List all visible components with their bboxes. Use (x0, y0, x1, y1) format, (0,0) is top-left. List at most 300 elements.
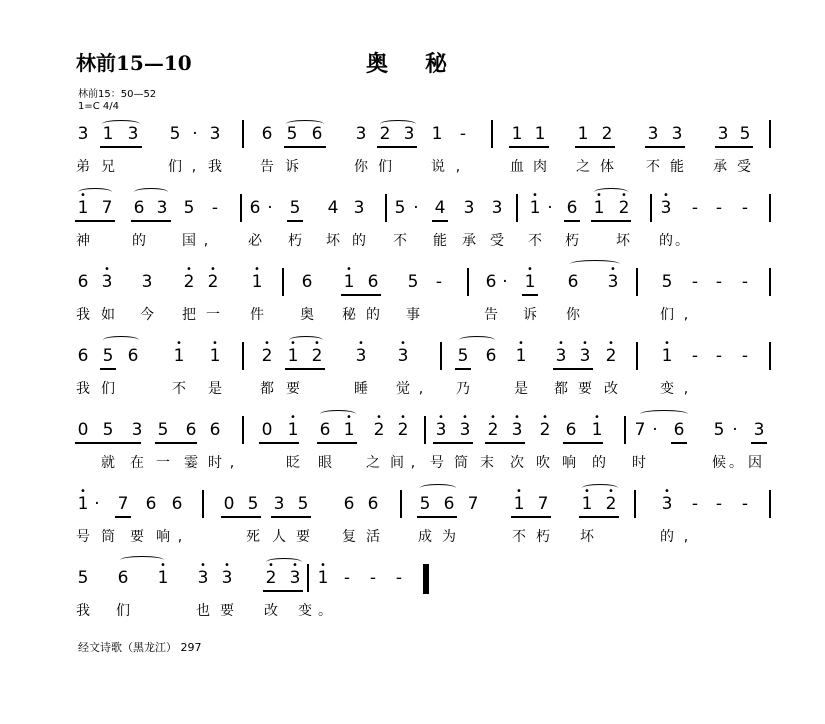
high-octave-dot: • (186, 264, 192, 275)
lyric-char: 时 (632, 455, 646, 471)
note: 1 (287, 420, 299, 440)
beam-underline (509, 146, 549, 148)
note: 1 (77, 494, 89, 514)
note: 3 (671, 124, 683, 144)
note: 1 (77, 198, 89, 218)
note: 1 (591, 420, 603, 440)
high-octave-dot: • (542, 412, 548, 423)
notation-row (0, 192, 825, 232)
lyric-char: 不 (172, 381, 186, 397)
lyric-char: , (229, 455, 235, 471)
music-system-1 (0, 118, 825, 188)
lyric-char: 要 (130, 529, 144, 545)
lyric-char: 告 (484, 307, 498, 323)
source-book: 经文诗歌（黑龙江） (78, 641, 177, 654)
note: 5 (407, 272, 419, 292)
note: 1 (317, 568, 329, 588)
music-system-4 (0, 340, 825, 410)
high-octave-dot: • (594, 412, 600, 423)
note: 6 (77, 346, 89, 366)
dot-mark: · (652, 420, 658, 440)
note: 3 (717, 124, 729, 144)
note: 1 (157, 568, 169, 588)
slur-mark (570, 260, 620, 268)
lyric-char: 眨 (286, 455, 300, 471)
note: 7 (101, 198, 113, 218)
final-barline (423, 564, 429, 594)
dot-mark: · (732, 420, 738, 440)
beam-underline (417, 516, 457, 518)
slur-mark (459, 336, 495, 344)
barline (624, 416, 626, 444)
note: 1 (524, 272, 536, 292)
lyric-char: 的 (132, 233, 146, 249)
note: 2 (487, 420, 499, 440)
slur-mark (420, 484, 456, 492)
lyric-char: 之 (366, 455, 380, 471)
note: - (369, 568, 377, 588)
lyric-char: 诉 (523, 307, 537, 323)
lyrics-row (0, 230, 825, 254)
lyric-char: 朽 (536, 529, 550, 545)
note: 0 (77, 420, 89, 440)
high-octave-dot: • (438, 412, 444, 423)
note: - (691, 494, 699, 514)
beam-underline (221, 516, 261, 518)
lyric-char: 说 (431, 159, 445, 175)
lyric-char: 变 (298, 603, 312, 619)
beam-underline (317, 442, 357, 444)
note: 3 (463, 198, 475, 218)
barline (385, 194, 387, 222)
high-octave-dot: • (176, 338, 182, 349)
high-octave-dot: • (224, 560, 230, 571)
lyric-char: 是 (514, 381, 528, 397)
lyric-char: 不 (393, 233, 407, 249)
beam-underline (131, 220, 171, 222)
lyric-char: 必 (248, 233, 262, 249)
note: 5 (457, 346, 469, 366)
barline (491, 120, 493, 148)
lyric-char: 的 (352, 233, 366, 249)
lyric-char: 们 (660, 307, 674, 323)
note: - (691, 272, 699, 292)
lyric-char: 能 (670, 159, 684, 175)
note: 5 (247, 494, 259, 514)
dot-mark: · (547, 198, 553, 218)
note: 6 (185, 420, 197, 440)
beam-underline (563, 442, 603, 444)
high-octave-dot: • (582, 338, 588, 349)
note: 3 (221, 568, 233, 588)
lyric-char: 我 (76, 603, 90, 619)
note: - (741, 198, 749, 218)
note: - (211, 198, 219, 218)
high-octave-dot: • (254, 264, 260, 275)
note: 3 (397, 346, 409, 366)
lyric-char: 筒 (454, 455, 468, 471)
note: - (715, 494, 723, 514)
note: 3 (491, 198, 503, 218)
lyric-char: 我 (76, 381, 90, 397)
lyric-char: 要 (296, 529, 310, 545)
note: 6 (127, 346, 139, 366)
lyric-char: 候 (712, 455, 726, 471)
note: 3 (607, 272, 619, 292)
barline (282, 268, 284, 296)
beam-underline (511, 516, 551, 518)
note: 6 (261, 124, 273, 144)
music-system-3 (0, 266, 825, 336)
beam-underline (575, 146, 615, 148)
note: 3 (660, 198, 672, 218)
dot-mark: · (94, 494, 100, 514)
lyric-char: , (683, 381, 689, 397)
lyric-char: 在 (130, 455, 144, 471)
note: 7 (117, 494, 129, 514)
lyric-char: 坏 (326, 233, 340, 249)
lyric-char: 号 (430, 455, 444, 471)
note: - (459, 124, 467, 144)
beam-underline (433, 442, 473, 444)
note: 3 (101, 272, 113, 292)
lyric-char: , (683, 529, 689, 545)
beam-underline (591, 220, 631, 222)
note: 2 (207, 272, 219, 292)
note: 5 (394, 198, 406, 218)
high-octave-dot: • (584, 486, 590, 497)
lyric-char: 成 (418, 529, 432, 545)
note: 7 (467, 494, 479, 514)
note: 3 (77, 124, 89, 144)
note: - (691, 346, 699, 366)
lyric-char: 件 (250, 307, 264, 323)
note: 3 (209, 124, 221, 144)
lyric-char: 变 (660, 381, 674, 397)
slur-mark (380, 120, 416, 128)
note: 1 (343, 420, 355, 440)
note: 6 (117, 568, 129, 588)
note: 6 (673, 420, 685, 440)
lyric-char: 的 (366, 307, 380, 323)
lyric-char: 奥 (300, 307, 314, 323)
lyric-char: 末 (480, 455, 494, 471)
high-octave-dot: • (527, 264, 533, 275)
high-octave-dot: • (608, 338, 614, 349)
lyric-char: 不 (528, 233, 542, 249)
note: 1 (173, 346, 185, 366)
lyric-char: 活 (366, 529, 380, 545)
note: 0 (223, 494, 235, 514)
note: 6 (301, 272, 313, 292)
lyric-char: 诉 (285, 159, 299, 175)
song-title-char-2: 秘 (425, 51, 448, 77)
notation-row (0, 266, 825, 306)
lyric-char: 要 (220, 603, 234, 619)
key-time-signature: 1=C 4/4 (78, 101, 119, 112)
beam-underline (485, 442, 525, 444)
lyric-char: 我 (208, 159, 222, 175)
note: 5 (661, 272, 673, 292)
lyric-char: 肉 (533, 159, 547, 175)
lyric-char: 眼 (318, 455, 332, 471)
note: 2 (373, 420, 385, 440)
note: 1 (529, 198, 541, 218)
music-system-7 (0, 562, 825, 632)
beam-underline (100, 368, 116, 370)
note: 1 (431, 124, 443, 144)
beam-underline (341, 294, 381, 296)
lyric-char: 是 (208, 381, 222, 397)
beam-underline (645, 146, 685, 148)
note: 5 (286, 124, 298, 144)
barline (307, 564, 309, 592)
note: 3 (273, 494, 285, 514)
high-octave-dot: • (532, 190, 538, 201)
notation-row (0, 340, 825, 380)
lyric-char: 改 (264, 603, 278, 619)
note: - (741, 494, 749, 514)
note: 6 (485, 272, 497, 292)
note: - (715, 272, 723, 292)
dot-mark: · (192, 124, 198, 144)
lyric-char: 的 (592, 455, 606, 471)
notation-row (0, 488, 825, 528)
slur-mark (582, 484, 618, 492)
note: - (435, 272, 443, 292)
lyric-char: 们 (378, 159, 392, 175)
note: 1 (343, 272, 355, 292)
lyric-char: , (455, 159, 461, 175)
music-system-5 (0, 414, 825, 484)
note: 1 (577, 124, 589, 144)
lyric-char: 你 (566, 307, 580, 323)
high-octave-dot: • (400, 338, 406, 349)
music-system-2 (0, 192, 825, 262)
notation-row (0, 118, 825, 158)
note: 0 (261, 420, 273, 440)
lyric-char: 朽 (565, 233, 579, 249)
high-octave-dot: • (663, 190, 669, 201)
lyric-char: 乃 (456, 381, 470, 397)
slur-mark (103, 336, 139, 344)
note: 6 (566, 198, 578, 218)
note: 7 (634, 420, 646, 440)
note: 6 (319, 420, 331, 440)
lyric-char: , (418, 381, 424, 397)
note: 1 (251, 272, 263, 292)
note: 3 (459, 420, 471, 440)
note: 6 (343, 494, 355, 514)
song-number: 林前15—10 (76, 51, 192, 75)
barline (634, 490, 636, 518)
note: 5 (739, 124, 751, 144)
lyric-char: 不 (646, 159, 660, 175)
high-octave-dot: • (514, 412, 520, 423)
dot-mark: · (267, 198, 273, 218)
note: 6 (311, 124, 323, 144)
high-octave-dot: • (346, 412, 352, 423)
barline (440, 342, 442, 370)
beam-underline (263, 590, 303, 592)
lyric-char: , (177, 529, 183, 545)
slur-mark (289, 336, 323, 344)
lyric-char: 人 (272, 529, 286, 545)
notation-row (0, 562, 825, 602)
slur-mark (640, 410, 688, 418)
beam-underline (271, 516, 311, 518)
high-octave-dot: • (376, 412, 382, 423)
note: 6 (209, 420, 221, 440)
lyric-char: 号 (76, 529, 90, 545)
lyric-char: 复 (342, 529, 356, 545)
note: 5 (169, 124, 181, 144)
lyric-char: 要 (286, 381, 300, 397)
high-octave-dot: • (596, 190, 602, 201)
barline (242, 342, 244, 370)
note: 2 (601, 124, 613, 144)
high-octave-dot: • (264, 338, 270, 349)
barline (769, 268, 771, 296)
note: 6 (77, 272, 89, 292)
note: 6 (133, 198, 145, 218)
lyric-char: 也 (196, 603, 210, 619)
note: 3 (197, 568, 209, 588)
note: 2 (261, 346, 273, 366)
note: 3 (289, 568, 301, 588)
lyric-char: 国 (182, 233, 196, 249)
high-octave-dot: • (518, 338, 524, 349)
note: 3 (127, 124, 139, 144)
note: 1 (209, 346, 221, 366)
note: 3 (156, 198, 168, 218)
note: 1 (661, 346, 673, 366)
note: 1 (511, 124, 523, 144)
lyric-char: 的 (659, 233, 673, 249)
beam-underline (259, 442, 299, 444)
slur-mark (134, 188, 168, 196)
note: 4 (434, 198, 446, 218)
high-octave-dot: • (558, 338, 564, 349)
high-octave-dot: • (462, 412, 468, 423)
note: 3 (353, 198, 365, 218)
note: - (395, 568, 403, 588)
lyric-char: 就 (101, 455, 115, 471)
high-octave-dot: • (610, 264, 616, 275)
lyrics-row (0, 156, 825, 180)
lyric-char: 神 (76, 233, 90, 249)
barline (769, 342, 771, 370)
note: 3 (131, 420, 143, 440)
lyric-char: 今 (140, 307, 154, 323)
high-octave-dot: • (516, 486, 522, 497)
note: 6 (565, 420, 577, 440)
high-octave-dot: • (608, 486, 614, 497)
scripture-reference: 林前15：50—52 (78, 89, 157, 100)
lyrics-row (0, 378, 825, 402)
lyric-char: 睡 (354, 381, 368, 397)
high-octave-dot: • (320, 560, 326, 571)
lyric-char: 因 (748, 455, 762, 471)
high-octave-dot: • (490, 412, 496, 423)
note: 6 (485, 346, 497, 366)
lyric-char: 不 (512, 529, 526, 545)
lyric-char: 能 (433, 233, 447, 249)
notation-row (0, 414, 825, 454)
note: 5 (77, 568, 89, 588)
lyric-char: 受 (490, 233, 504, 249)
lyric-char: , (683, 307, 689, 323)
note: 3 (555, 346, 567, 366)
lyric-char: 弟 (76, 159, 90, 175)
note: 3 (579, 346, 591, 366)
source-credit (78, 639, 202, 655)
lyric-char: 血 (510, 159, 524, 175)
lyric-char: 之 (576, 159, 590, 175)
barline (242, 416, 244, 444)
note: - (715, 198, 723, 218)
page-number: 297 (180, 641, 202, 654)
note: 7 (537, 494, 549, 514)
lyric-char: 如 (101, 307, 115, 323)
note: 5 (419, 494, 431, 514)
note: - (741, 272, 749, 292)
barline (769, 490, 771, 518)
lyric-char: 响 (156, 529, 170, 545)
high-octave-dot: • (80, 486, 86, 497)
beam-underline (579, 516, 619, 518)
beam-underline (284, 146, 326, 148)
note: 5 (289, 198, 301, 218)
note: 6 (249, 198, 261, 218)
note: 3 (511, 420, 523, 440)
song-title-char-1: 奥 (366, 51, 389, 77)
barline (467, 268, 469, 296)
lyric-char: 间 (390, 455, 404, 471)
high-octave-dot: • (210, 264, 216, 275)
lyric-char: 告 (260, 159, 274, 175)
high-octave-dot: • (200, 560, 206, 571)
lyric-char: 。 (675, 233, 689, 249)
note: 5 (157, 420, 169, 440)
note: 5 (297, 494, 309, 514)
lyric-char: 体 (600, 159, 614, 175)
note: 2 (265, 568, 277, 588)
barline (636, 342, 638, 370)
beam-underline (553, 368, 593, 370)
note: 3 (355, 346, 367, 366)
note: 3 (661, 494, 673, 514)
high-octave-dot: • (664, 486, 670, 497)
beam-underline (522, 294, 538, 296)
barline (242, 120, 244, 148)
slur-mark (286, 120, 324, 128)
barline (424, 416, 426, 444)
high-octave-dot: • (664, 338, 670, 349)
high-octave-dot: • (290, 338, 296, 349)
note: 6 (367, 272, 379, 292)
note: 3 (141, 272, 153, 292)
high-octave-dot: • (104, 264, 110, 275)
beam-underline (377, 146, 417, 148)
lyric-char: 时 (208, 455, 222, 471)
dot-mark: · (413, 198, 419, 218)
barline (636, 268, 638, 296)
note: - (691, 198, 699, 218)
lyric-char: 改 (604, 381, 618, 397)
high-octave-dot: • (212, 338, 218, 349)
high-octave-dot: • (290, 412, 296, 423)
